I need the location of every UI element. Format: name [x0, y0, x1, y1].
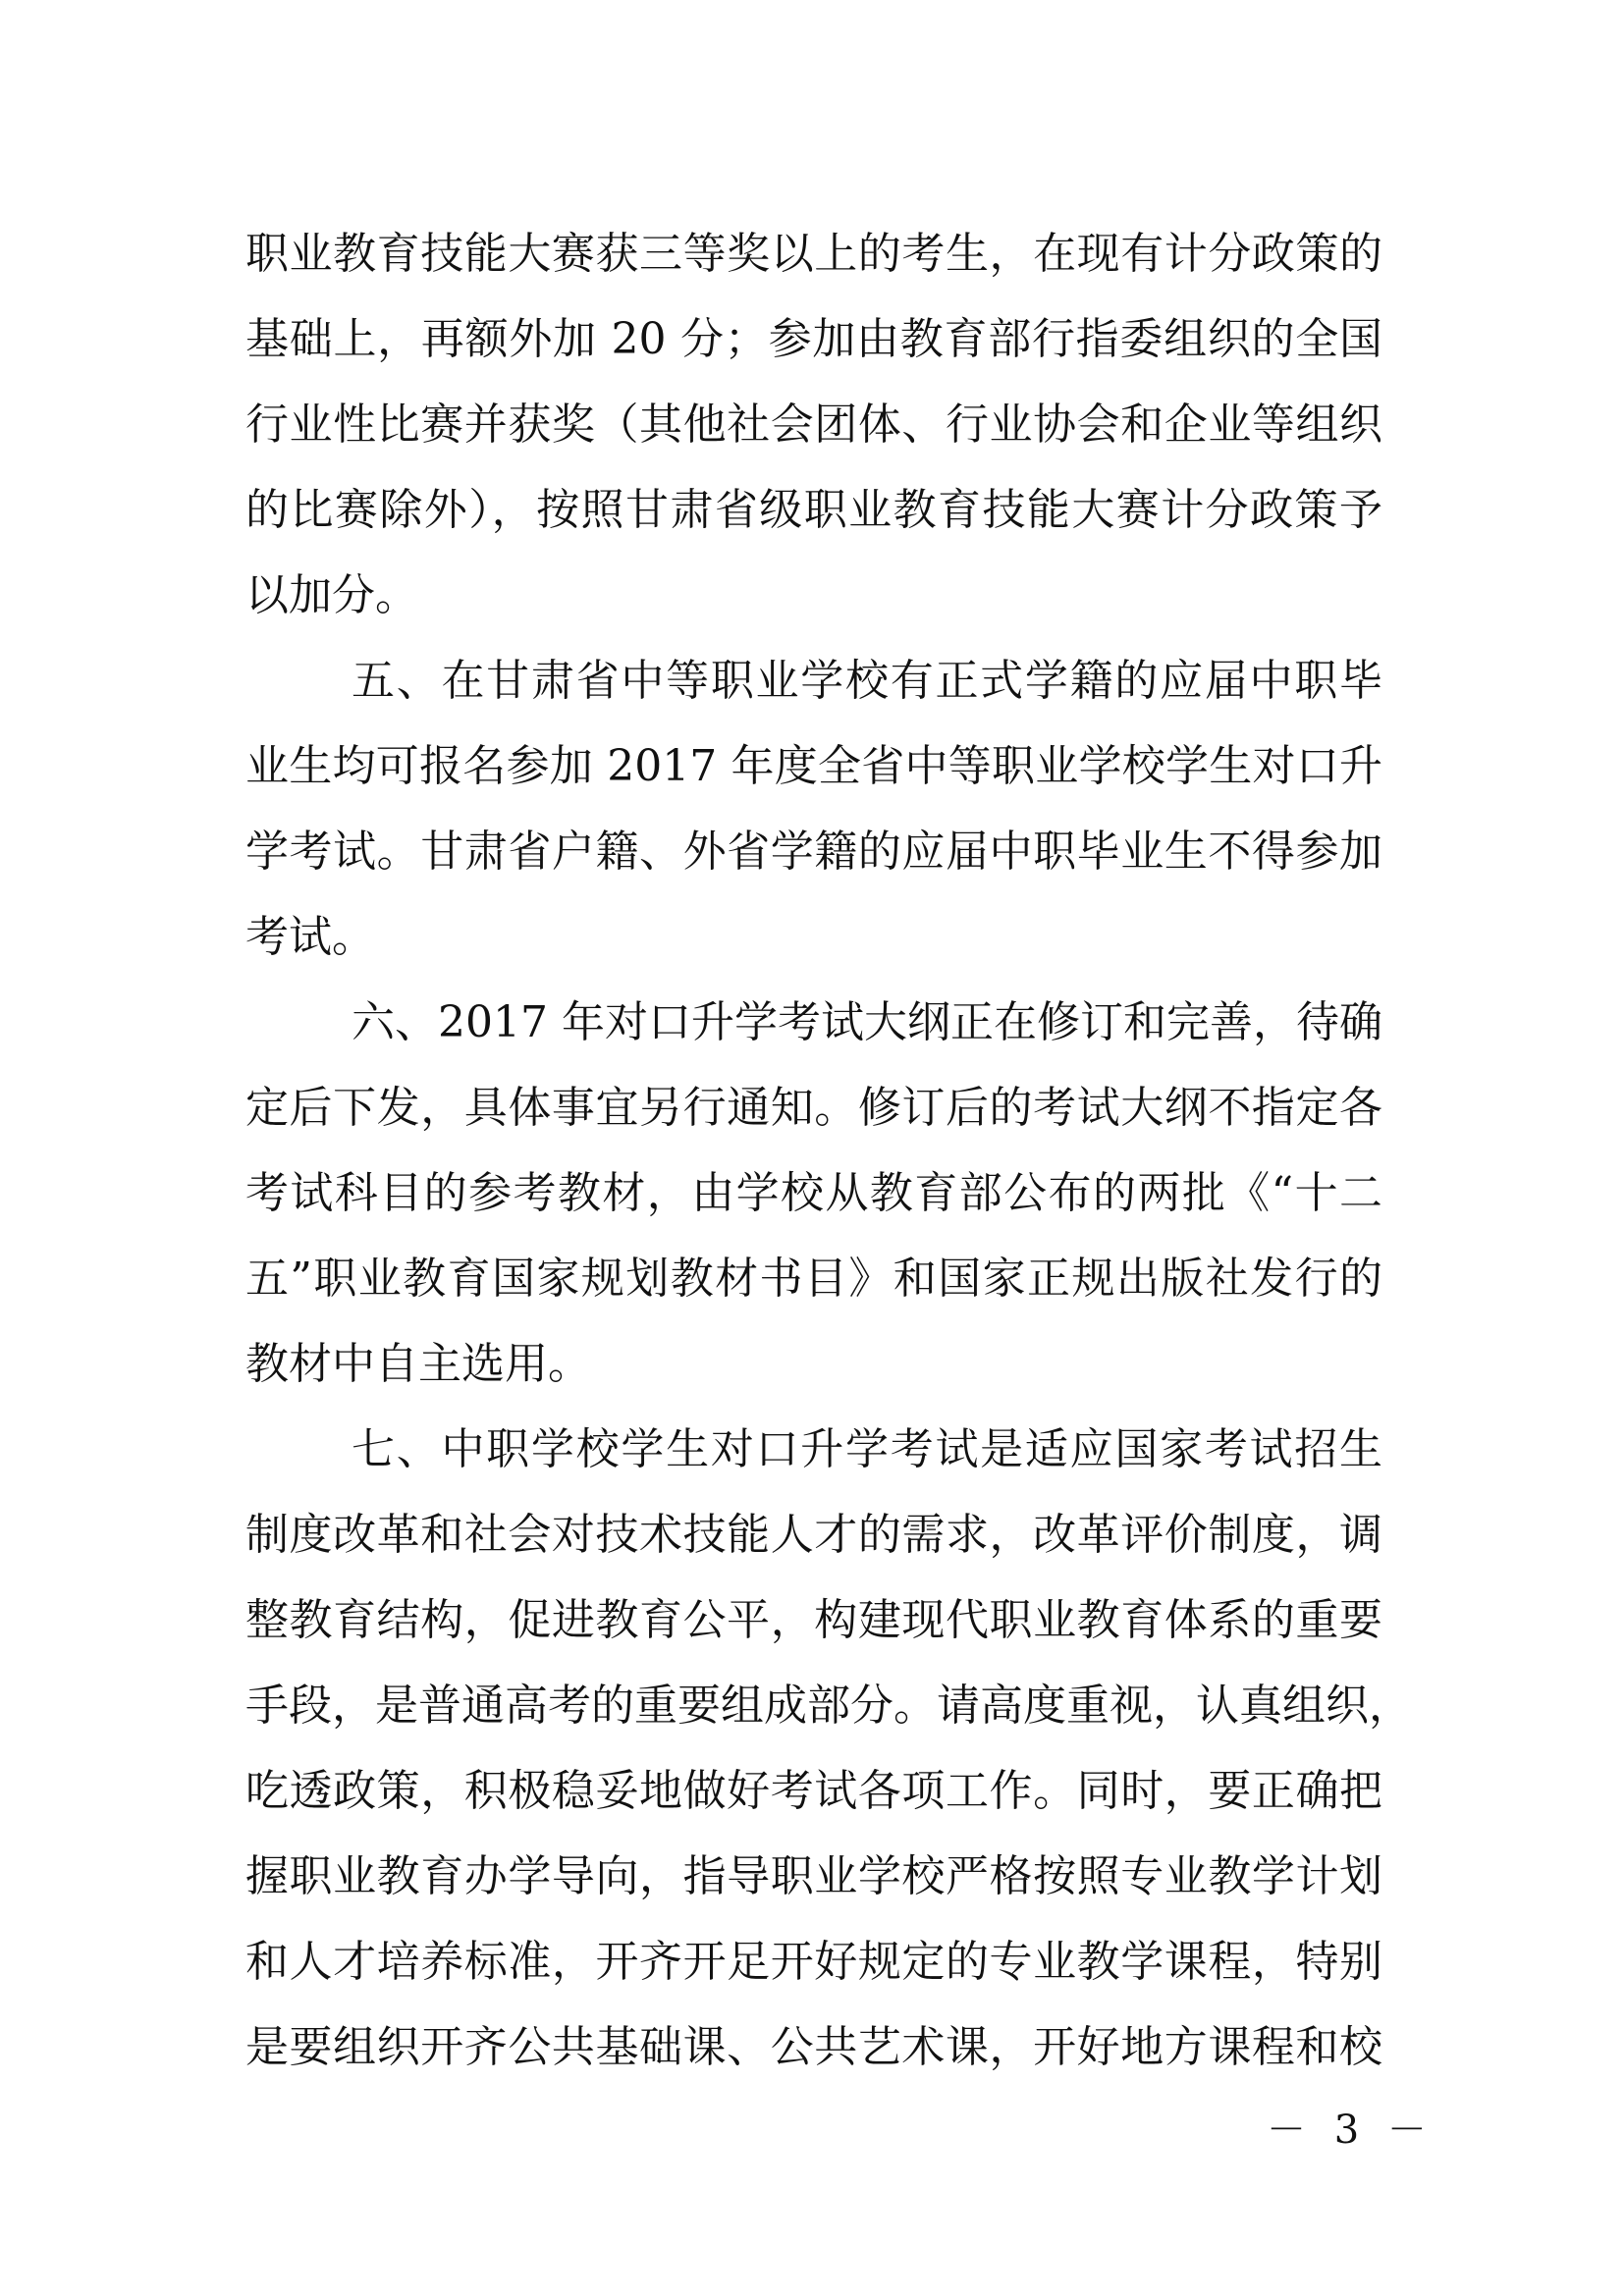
text-line: 整教育结构，促进教育公平，构建现代职业教育体系的重要 — [245, 1595, 1382, 1645]
text-line: 是要组织开齐公共基础课、公共艺术课，开好地方课程和校 — [245, 2022, 1382, 2072]
text-line: 基础上，再额外加 20 分；参加由教育部行指委组织的全国 — [245, 314, 1382, 364]
paragraph-7-start: 七、中职学校学生对口升学考试是适应国家考试招生 — [352, 1424, 1382, 1474]
text-line: 考试。 — [245, 912, 375, 962]
text-line: 业生均可报名参加 2017 年度全省中等职业学校学生对口升 — [245, 741, 1382, 791]
paragraph-5-start: 五、在甘肃省中等职业学校有正式学籍的应届中职毕 — [352, 656, 1382, 706]
text-line: 制度改革和社会对技术技能人才的需求，改革评价制度，调 — [245, 1510, 1382, 1560]
text-line: 学考试。甘肃省户籍、外省学籍的应届中职毕业生不得参加 — [245, 827, 1382, 877]
text-line: 手段，是普通高考的重要组成部分。请高度重视，认真组织， — [245, 1681, 1412, 1731]
text-line: 和人才培养标准，开齐开足开好规定的专业教学课程，特别 — [245, 1937, 1382, 1987]
text-line: 以加分。 — [245, 570, 418, 620]
text-line: 职业教育技能大赛获三等奖以上的考生，在现有计分政策的 — [245, 229, 1382, 279]
paragraph-6-start: 六、2017 年对口升学考试大纲正在修订和完善，待确 — [352, 997, 1382, 1047]
text-line: 考试科目的参考教材，由学校从教育部公布的两批《“十二 — [245, 1168, 1382, 1218]
text-line: 的比赛除外），按照甘肃省级职业教育技能大赛计分政策予 — [245, 485, 1382, 535]
text-line: 吃透政策，积极稳妥地做好考试各项工作。同时，要正确把 — [245, 1766, 1382, 1816]
text-line: 握职业教育办学导向，指导职业学校严格按照专业教学计划 — [245, 1851, 1382, 1901]
text-line: 五”职业教育国家规划教材书目》和国家正规出版社发行的 — [245, 1254, 1382, 1304]
text-line: 定后下发，具体事宜另行通知。修订后的考试大纲不指定各 — [245, 1083, 1382, 1133]
text-line: 行业性比赛并获奖（其他社会团体、行业协会和企业等组织 — [245, 400, 1382, 450]
text-line: 教材中自主选用。 — [245, 1339, 591, 1389]
page-number: － 3 － — [1267, 2108, 1435, 2153]
body-text — [245, 211, 1412, 2090]
